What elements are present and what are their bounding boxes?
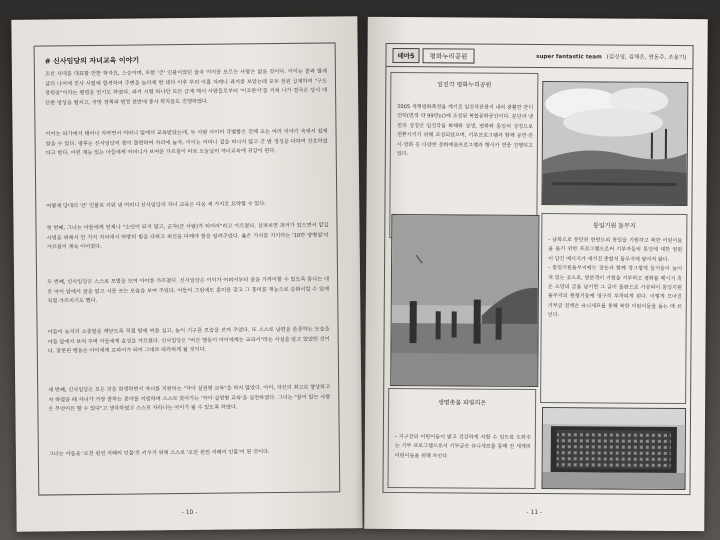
section-title: # 신사임당의 자녀교육 이야기 xyxy=(44,56,140,66)
candle-pavilion-image xyxy=(543,408,686,489)
paragraph-third-point: 세 번째, 신사임당은 모든 것을 희생하면서 자녀를 지원하는 "자아 실현형 교육"을 하지 않았다. 아이, 자신의 최고로 향상하고자 하였을 때 자녀가 가장 잘하는 분야를 지원하며 스스로 찾아가는 '자아 실현형 교육'을 실천하였다. 그녀는 "꿈이 있는 사람은 무엇이든 할 수 있다"고 생각하였고 스스로 자라나는 아이가 될 수 있도록 하였다. xyxy=(48,384,331,413)
cell-park-intro-title: 임진각 평화누리공원 xyxy=(437,81,492,89)
stone-pillars-photo xyxy=(390,214,539,387)
paragraph-example: 아들이 늦지의 소중함을 깨닫도록 직접 땅에 씨를 심고, 놀이 기구를 모습을 보여 주었다. 또 스스로 남편을 존중하는 모습을 아들 앞에서 보여 주며 아들에게 효성을 가르쳤다. 신사임당은 "바른 행동이 아이에게는 교과서"라는 사실을 알고 있었던 것이다. 잘못된 행동은 아이에게 교과서가 되어 그대로 따라하게 될 것이다. xyxy=(47,326,330,355)
right-page-number: - 11 - xyxy=(526,508,543,517)
cell-candle-pavilion xyxy=(388,388,537,489)
cell-candle-pavilion-title: 생명촛불 파빌리온 xyxy=(437,399,487,407)
theme-header xyxy=(386,44,692,69)
right-page xyxy=(364,17,708,531)
cell-unification-stones xyxy=(540,213,687,404)
cell-candle-pavilion-text: - 지구상의 어린이들이 밝고 건강하게 자랄 수 있도록 도와주는 기부 프로그램으로서 기부금은 유니세프를 통해 전 세계의 어린이들을 위해 쓰인다 xyxy=(394,434,531,460)
park-landscape-image xyxy=(542,82,687,205)
cell-unification-stones-text: - 남북으로 분단된 한반도의 통일을 기원하고 북한 어린이들을 돕기 위한 프로그램으로써 기부자들의 통일에 대한 염원이 담긴 메시지가 새겨진 종합석 돌무지에 쌓여져 왔다. - 통일기원돌무지에는 장승과 함께 장그렇게 들기둥이 늘어져 있는 곳으로, 방문객이 기원을 기부하고 평화를 메시지 혹은 소망의 글을 남기면 그 글이 돌판으로 가공되어 통일기원돌무지의 원형기둥에 영구히 부착되게 된다. 이렇게 모아진 기부금 전액은 유니세프를 통해 북한 어린이들을 돕는 데 쓰인다. xyxy=(547,237,683,319)
left-page-number: - 10 - xyxy=(181,508,198,517)
team-members: (김신영, 김채은, 연동주, 조용기) xyxy=(606,54,687,62)
paragraph-first-point: 첫 번째, 그녀는 아들에게 언제나 "소인이 되지 말고, 군자(큰 사람)가 되어라"라고 가르쳤다. 살펴보면 과거가 있으면서 맡길 사명을 위해서 만 가지 자리에서 마땅히 힘을 다하고 최선을 다해야 함을 알려주었다. 옳은 가치를 지키라는 '10만 양병설'의 가르침이 계속 이어졌다. xyxy=(46,222,329,251)
stone-pillars-image xyxy=(391,215,538,386)
paragraph-childhood: 이이는 외가에서 태어나 자라면서 어머니 밑에서 교육받았는데, 두 사람 사이의 각별함은 전해 오는 여러 이야기 속에서 쉽게 찾을 수 있다. 평후는 신사임당의 몸이 불편하여 자리에 눕자, 이이는 어머니 곁을 떠나지 않고 간 밤 정성을 다하여 간호하였다고 한다. 이런 재능 있는 아들에게 어머니가 보여준 가르침이 바로 오늘날의 자녀교육에 귀감이 된다. xyxy=(45,128,328,157)
left-page-frame xyxy=(34,42,341,495)
paragraph-second-point: 두 번째, 신사임당은 스스로 모범을 보여 아이를 가르쳤다. 신사임당은 이이가 어려서부터 글을 가까이할 수 있도록 틈나는 대로 아이 앞에서 글을 읽고 시를 쓰는 모습을 보여 주었다. 아들이 그림에도 흥미를 갖고 그 흥미를 재능으로 승화시킬 수 있게 직접 가르치기도 했다. xyxy=(47,276,330,305)
cell-unification-stones-title: 통일기원 돌무지 xyxy=(593,222,636,230)
right-page-frame xyxy=(382,43,693,495)
team-name: super fantastic team xyxy=(536,53,602,61)
left-page xyxy=(11,16,362,532)
paragraph-summary: 어떻게 당대의 '큰' 인물로 키워 낸 어머니 신사임당의 자녀 교육은 다음 세 가지로 요약할 수 있다. xyxy=(46,201,266,210)
paragraph-conclusion: 그녀는 아들을 '오천 원권 지폐의 인물'로 키우기 위해 스스로 '오만 원권 지폐의 인물'이 된 것이다. xyxy=(48,449,270,458)
team-info xyxy=(536,52,686,61)
cell-park-intro-text: 2005 세계평화축전을 계기로 임진각관광지 내의 광활한 잔디언덕(면적 약 99만㎡)에 조성된 복합문화공간이다. 분단과 냉전의 상징인 임진각을 화해와 상생, 평화와 통일의 상징으로 전환시키기 위해 조성되었으며, 기부프로그램과 함께 공연·전시·영화 등 다양한 문화예술프로그램과 행사가 연중 진행되고 있다. xyxy=(396,104,534,158)
candle-pavilion-photo xyxy=(541,407,686,490)
paragraph-intro: 조선 사대를 대표할 만한 학자요, 스승이며, 또한 '큰' 인물이었던 율곡 이이를 모르는 사람은 없을 것이다. 이이는 불과 열세 살의 나이에 진사 시험에 합격하여 주변을 놀라게 한 데다 이후 무려 아홉 차례나 과거를 보았는데 모두 장원 급제하여 "구도장원공"이라는 별명을 얻기도 하였다. 과거 시험 하나만 모든 급제 해서 사람들로부터 '이조판서'를 거쳐 나가 결국은 당시 대단한 명성을 떨치고, 국방 정책과 행정 전반에 종사 학자들도 진행하였다. xyxy=(44,68,328,107)
theme-label: 테마5 xyxy=(392,47,419,62)
park-landscape-photo xyxy=(541,81,688,206)
theme-name: 평화누리공원 xyxy=(423,48,475,63)
